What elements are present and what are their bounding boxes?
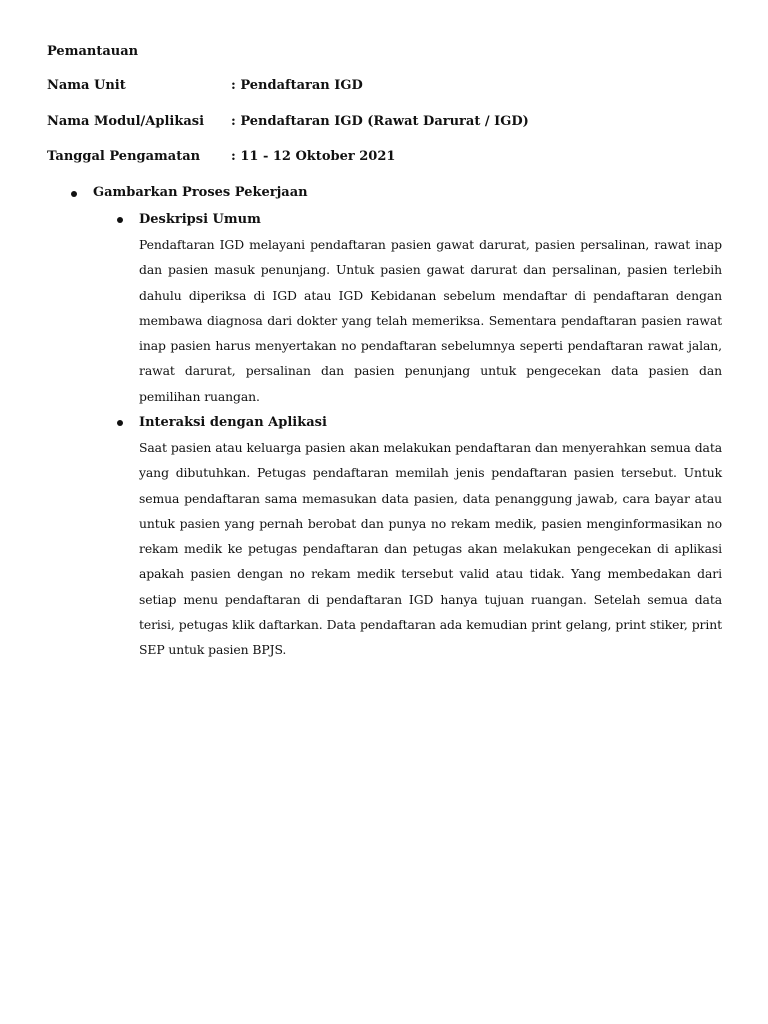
bullet-icon [117,217,123,223]
meta-label: Nama Modul/Aplikasi [47,114,205,129]
section-heading: Interaksi dengan Aplikasi [139,415,327,430]
section-interaksi-aplikasi [139,414,722,663]
bullet-icon [117,420,123,426]
meta-row-date [47,149,727,167]
section-heading: Deskripsi Umum [139,212,261,227]
meta-value: : Pendaftaran IGD [231,78,363,93]
meta-label: Tanggal Pengamatan [47,149,201,164]
meta-value: : 11 - 12 Oktober 2021 [231,149,396,164]
meta-row-unit [47,78,727,96]
section-body: Saat pasien atau keluarga pasien akan melakukan pendaftaran dan menyerahkan semua data yang dibutuhkan. Petugas pendaftaran memilah jenis pendaftaran pasien tersebut. Untuk semua pendaftaran sama memasukan data pasien, data penanggung jawab, cara bayar atau untuk pasien yang pernah berobat dan punya no rekam medik, pasien menginformasikan no rekam medik ke petugas pendaftaran dan petugas akan melakukan pengecekan di aplikasi apakah pasien dengan no rekam medik tersebut valid atau tidak. Yang membedakan dari setiap menu pendaftaran di pendaftaran IGD hanya tujuan ruangan. Setelah semua data terisi, petugas klik daftarkan. Data pendaftaran ada kemudian print gelang, print stiker, print SEP untuk pasien BPJS. [139,440,722,658]
meta-value: : Pendaftaran IGD (Rawat Darurat / IGD) [231,114,529,129]
meta-label: Nama Unit [47,78,126,93]
document-title: Pemantauan [47,44,139,59]
section-body: Pendaftaran IGD melayani pendaftaran pasien gawat darurat, pasien persalinan, rawat inap dan pasien masuk penunjang. Untuk pasien gawat darurat dan persalinan, pasien terlebih dahulu diperiksa di IGD atau IGD Kebidanan sebelum mendaftar di pendaftaran dengan membawa diagnosa dari dokter yang telah memeriksa. Sementara pendaftaran pasien rawat inap pasien harus menyertakan no pendaftaran sebelumnya seperti pendaftaran rawat jalan, rawat darurat, persalinan dan pasien penunjang untuk pengecekan data pasien dan pemilihan ruangan. [139,237,722,404]
section-deskripsi-umum [139,211,722,409]
main-bullet-text: Gambarkan Proses Pekerjaan [93,185,308,200]
bullet-icon [71,191,77,197]
meta-row-module [47,114,727,132]
